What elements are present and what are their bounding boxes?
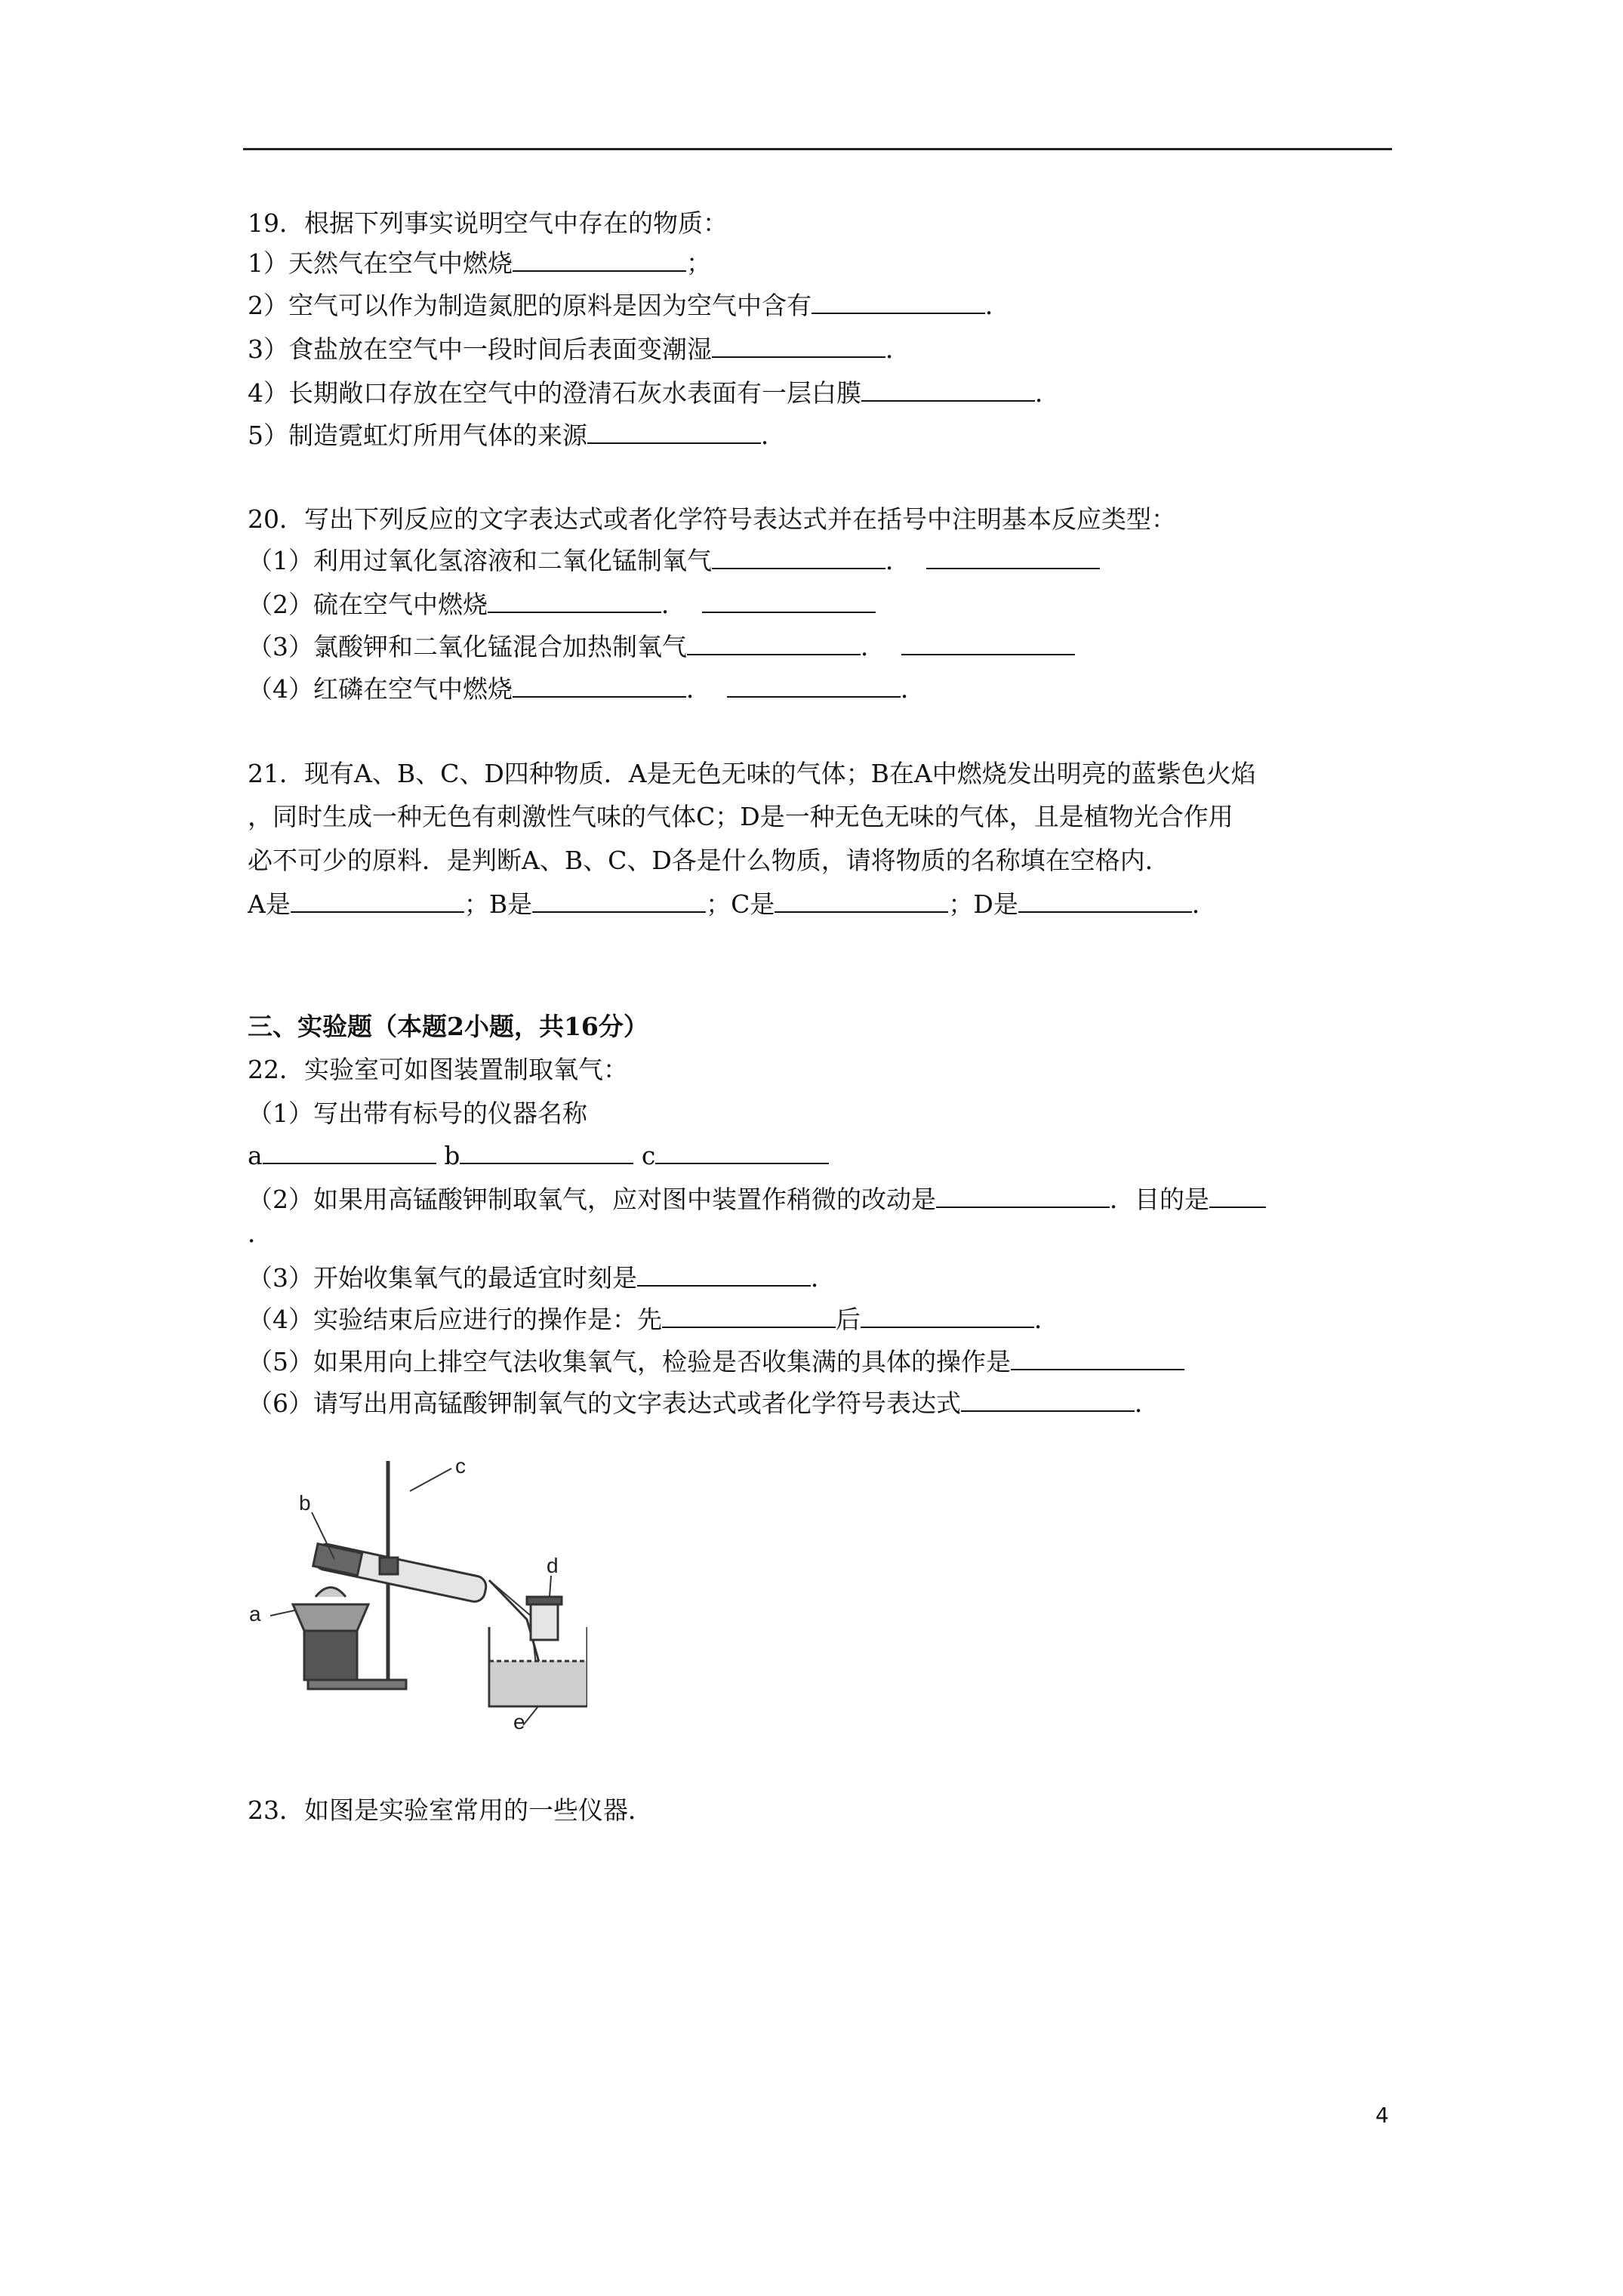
q22-part-3: （3）开始收集氧气的最适宜时刻是 ．	[248, 1263, 836, 1293]
answer-blank[interactable]	[1209, 1184, 1266, 1208]
answer-blank-c[interactable]	[775, 889, 948, 913]
clamp	[380, 1558, 398, 1574]
answer-blank[interactable]	[587, 420, 761, 444]
answer-blank[interactable]	[513, 673, 686, 698]
answer-blank[interactable]	[712, 334, 885, 358]
answer-blank-c[interactable]	[655, 1140, 829, 1164]
q21-line-1: 21．现有A、B、C、D四种物质．A是无色无味的气体；B在A中燃烧发出明亮的蓝紫色火焰	[248, 759, 1256, 788]
lamp-wick-holder	[293, 1604, 368, 1631]
answer-blank-a[interactable]	[263, 1140, 436, 1164]
q22-part-1-blanks: a b c	[248, 1140, 829, 1171]
answer-blank-b[interactable]	[460, 1140, 633, 1164]
header-rule	[243, 148, 1392, 150]
q19-item-1: 1）天然气在空气中燃烧 ；	[248, 248, 711, 278]
answer-blank-b[interactable]	[532, 889, 706, 913]
q19-item-3: 3）食盐放在空气中一段时间后表面变潮湿 ．	[248, 334, 910, 364]
answer-blank[interactable]	[488, 589, 661, 613]
q22-part-4: （4）实验结束后应进行的操作是：先 后 ．	[248, 1305, 1059, 1334]
answer-blank[interactable]	[861, 1304, 1034, 1328]
answer-blank[interactable]	[712, 545, 885, 569]
q22-part-6: （6）请写出用高锰酸钾制氧气的文字表达式或者化学符号表达式 ．	[248, 1388, 1160, 1418]
section-3-title: 三、实验题（本题2小题，共16分）	[248, 1012, 648, 1041]
answer-blank[interactable]	[662, 1304, 836, 1328]
alcohol-lamp	[304, 1627, 357, 1680]
answer-blank[interactable]	[812, 290, 985, 314]
q22-title: 22．实验室可如图装置制取氧气：	[248, 1055, 628, 1084]
reaction-type-blank[interactable]	[926, 545, 1100, 569]
answer-blank[interactable]	[936, 1184, 1110, 1208]
stand-base	[308, 1680, 406, 1689]
gas-collecting-bottle	[531, 1601, 558, 1640]
oxygen-apparatus-figure	[240, 1446, 587, 1733]
q21-line-2: ，同时生成一种无色有刺激性气味的气体C；D是一种无色无味的气体，且是植物光合作用	[248, 802, 1233, 831]
answer-blank[interactable]	[961, 1388, 1135, 1412]
q20-item-4: （4）红磷在空气中燃烧 ． ．	[248, 674, 925, 704]
q20-item-2: （2）硫在空气中燃烧 ．	[248, 589, 876, 620]
reaction-type-blank[interactable]	[702, 589, 876, 613]
reaction-type-blank[interactable]	[727, 673, 901, 698]
q22-part-2-end: ．	[248, 1219, 273, 1248]
q22-part-2: （2）如果用高锰酸钾制取氧气，应对图中装置作稍微的改动是 ．目的是	[248, 1184, 1266, 1215]
q19-item-5: 5）制造霓虹灯所用气体的来源 ．	[248, 421, 786, 450]
q23-title: 23．如图是实验室常用的一些仪器．	[248, 1795, 653, 1825]
page-number: 4	[1375, 2103, 1389, 2128]
label-b: b	[299, 1491, 311, 1515]
label-d: d	[547, 1554, 559, 1577]
q20-item-3: （3）氯酸钾和二氧化锰混合加热制氧气 ．	[248, 631, 1075, 662]
q20-title: 20．写出下列反应的文字表达式或者化学符号表达式并在括号中注明基本反应类型：	[248, 504, 1176, 534]
q22-part-1: （1）写出带有标号的仪器名称	[248, 1099, 587, 1128]
label-e: e	[513, 1710, 525, 1733]
q19-item-2: 2）空气可以作为制造氮肥的原料是因为空气中含有 ．	[248, 291, 1010, 320]
label-c: c	[455, 1454, 466, 1478]
q21-line-3: 必不可少的原料．是判断A、B、C、D各是什么物质，请将物质的名称填在空格内．	[248, 846, 1170, 875]
q21-answers: A是 ；B是 ；C是 ；D是 ．	[248, 889, 1217, 919]
answer-blank-d[interactable]	[1018, 889, 1192, 913]
answer-blank[interactable]	[687, 631, 861, 655]
answer-blank[interactable]	[861, 378, 1035, 402]
q19-item-4: 4）长期敞口存放在空气中的澄清石灰水表面有一层白膜 ．	[248, 378, 1060, 408]
q19-title: 19．根据下列事实说明空气中存在的物质：	[248, 208, 728, 238]
answer-blank[interactable]	[1011, 1346, 1184, 1370]
answer-blank-a[interactable]	[291, 889, 464, 913]
q22-part-5: （5）如果用向上排空气法收集氧气，检验是否收集满的具体的操作是	[248, 1346, 1184, 1377]
reaction-type-blank[interactable]	[901, 631, 1075, 655]
answer-blank[interactable]	[637, 1262, 811, 1287]
q20-item-1: （1）利用过氧化氢溶液和二氧化锰制氧气 ．	[248, 545, 1100, 576]
label-a: a	[249, 1602, 261, 1626]
answer-blank[interactable]	[513, 248, 686, 272]
